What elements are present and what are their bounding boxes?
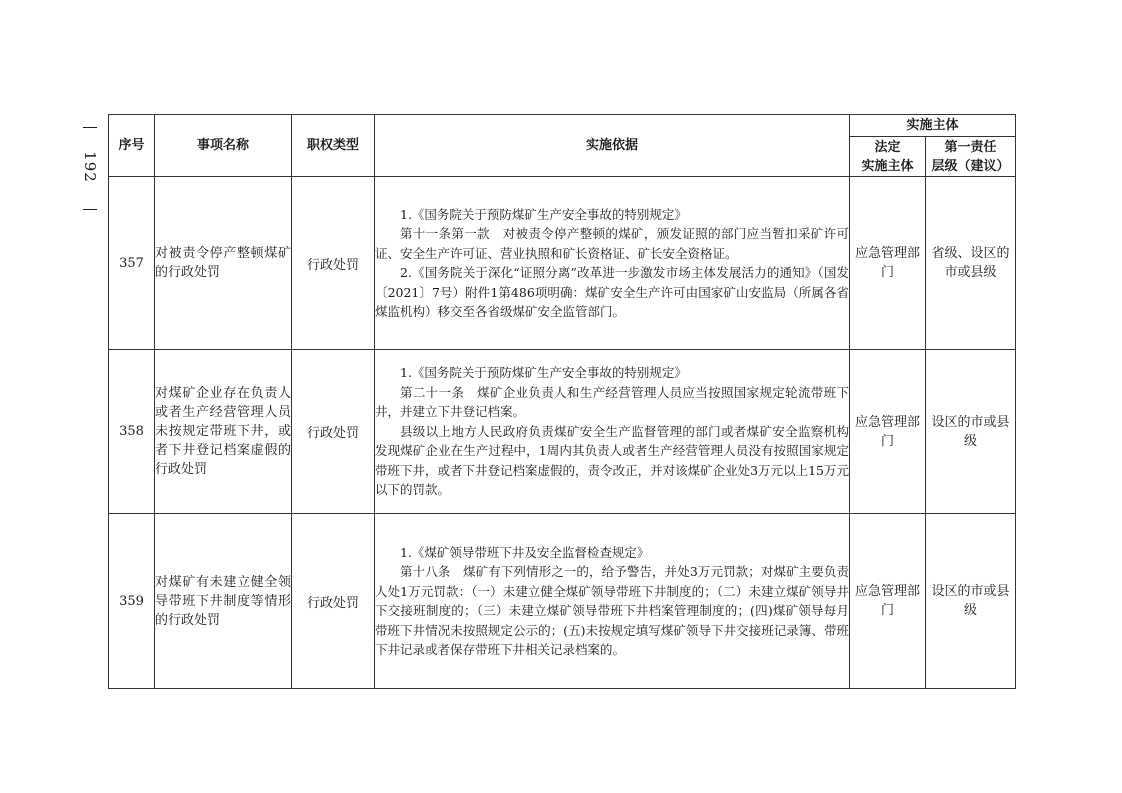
basis-paragraph: 县级以上地方人民政府负责煤矿安全生产监督管理的部门或者煤矿安全监察机构发现煤矿企业在生产过程中，1周内其负责人或者生产经营管理人员没有按照国家规定带班下井，或者下井登记档案虚假的，责令改正，并对该煤矿企业处3万元以上15万元以下的罚款。 xyxy=(375,423,849,498)
table-row xyxy=(109,177,1016,350)
row-level: 设区的市或县级 xyxy=(926,350,1016,514)
row-subject: 应急管理部门 xyxy=(850,177,926,350)
basis-paragraph: 第二十一条 煤矿企业负责人和生产经营管理人员应当按照国家规定轮流带班下井，并建立下井登记档案。 xyxy=(375,384,849,420)
basis-paragraph: 1.《煤矿领导带班下井及安全监督检查规定》 xyxy=(400,544,650,560)
row-item-name: 对煤矿有未建立健全领导带班下井制度等情形的行政处罚 xyxy=(155,514,292,689)
row-subject: 应急管理部门 xyxy=(850,350,926,514)
header-row-1 xyxy=(109,115,1016,137)
header-level-line1: 第一责任 xyxy=(944,139,997,155)
basis-paragraph: 第十八条 煤矿有下列情形之一的，给予警告，并处3万元罚款；对煤矿主要负责人处1万元罚款：（一）未建立健全煤矿领导带班下井制度的；（二）未建立煤矿领导井下交接班制度的；（三）未建立煤矿领导带班下井档案管理制度的；(四)煤矿领导每月带班下井情况未按照规定公示的；(五)未按规定填写煤矿领导下井交接班记录簿、带班下井记录或者保存带班下井相关记录档案的。 xyxy=(375,564,849,657)
row-seq: 358 xyxy=(109,350,155,514)
header-legal-subject xyxy=(850,137,926,177)
row-seq: 357 xyxy=(109,177,155,350)
enforcement-items-table xyxy=(108,114,1016,689)
header-seq: 序号 xyxy=(109,115,155,177)
page-number-dash-top xyxy=(83,127,97,128)
row-basis xyxy=(375,514,850,689)
page-number-marker xyxy=(74,118,104,218)
page-number-dash-bottom xyxy=(83,209,97,210)
row-item-name: 对煤矿企业存在负责人或者生产经营管理人员未按规定带班下井，或者下井登记档案虚假的行政处罚 xyxy=(155,350,292,514)
row-level: 省级、设区的市或县级 xyxy=(926,177,1016,350)
table-row xyxy=(109,350,1016,514)
header-level-line2: 层级（建议） xyxy=(931,158,1010,174)
row-item-name: 对被责令停产整顿煤矿的行政处罚 xyxy=(155,177,292,350)
header-responsibility-level xyxy=(926,137,1016,177)
header-item-name: 事项名称 xyxy=(155,115,292,177)
row-power-type: 行政处罚 xyxy=(292,350,375,514)
basis-paragraph: 第十一条第一款 对被责令停产整顿的煤矿，颁发证照的部门应当暂扣采矿许可证、安全生产许可证、营业执照和矿长资格证、矿长安全资格证。 xyxy=(375,226,849,261)
basis-paragraph: 1.《国务院关于预防煤矿生产安全事故的特别规定》 xyxy=(400,206,687,222)
row-level: 设区的市或县级 xyxy=(926,514,1016,689)
row-basis xyxy=(375,350,850,514)
header-legal-subject-line2: 实施主体 xyxy=(861,158,914,174)
row-power-type: 行政处罚 xyxy=(292,177,375,350)
header-subject-group: 实施主体 xyxy=(850,115,1016,137)
basis-paragraph: 2.《国务院关于深化“证照分离”改革进一步激发市场主体发展活力的通知》（国发〔2021〕7号）附件1第486项明确：煤矿安全生产许可由国家矿山安监局（所属各省煤监机构）移交至各省级煤矿安全监管部门。 xyxy=(375,265,849,319)
row-power-type: 行政处罚 xyxy=(292,514,375,689)
header-power-type: 职权类型 xyxy=(292,115,375,177)
row-basis xyxy=(375,177,850,350)
row-seq: 359 xyxy=(109,514,155,689)
header-basis: 实施依据 xyxy=(375,115,850,177)
header-legal-subject-line1: 法定 xyxy=(874,139,901,155)
table-row xyxy=(109,514,1016,689)
basis-paragraph: 1.《国务院关于预防煤矿生产安全事故的特别规定》 xyxy=(400,365,687,381)
row-subject: 应急管理部门 xyxy=(850,514,926,689)
page-number: 192 xyxy=(81,151,99,183)
